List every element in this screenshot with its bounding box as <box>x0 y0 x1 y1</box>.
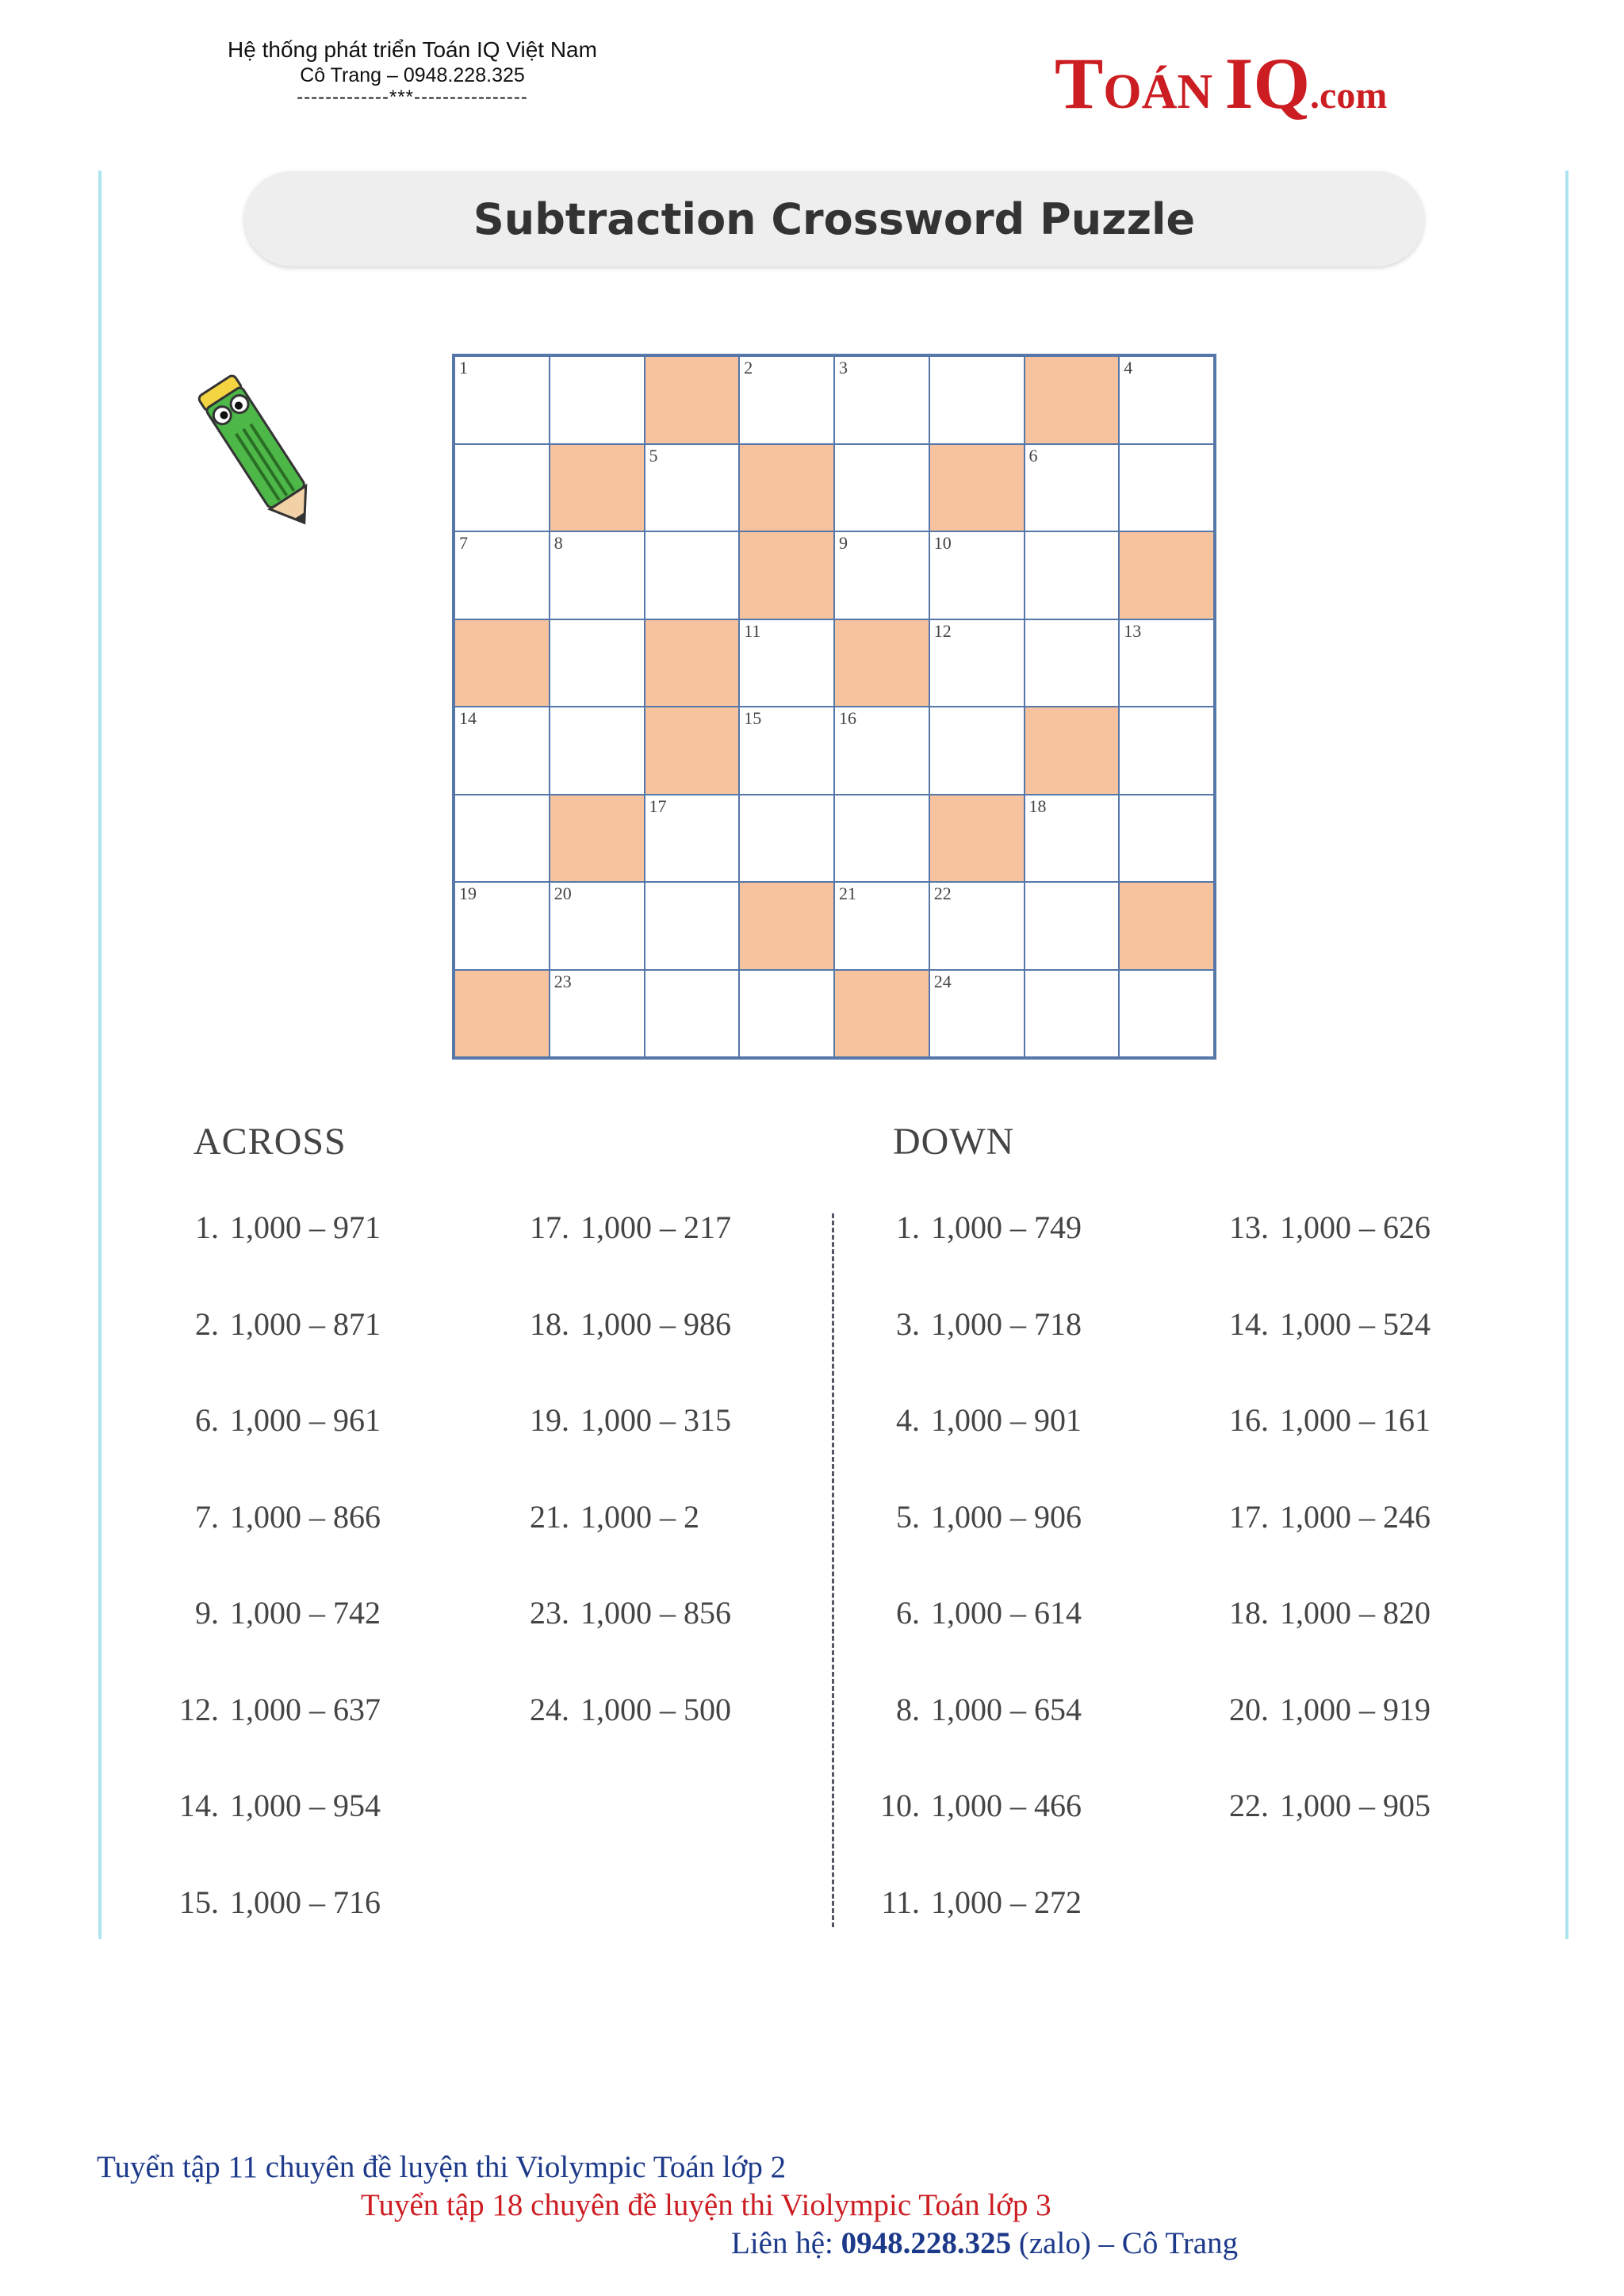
clue-number: 23. <box>530 1595 569 1631</box>
cell-number: 16 <box>839 708 856 728</box>
cell-number: 21 <box>839 884 856 903</box>
down-heading: DOWN <box>893 1121 1015 1163</box>
grid-cell[interactable] <box>929 707 1025 795</box>
grid-cell-blocked <box>550 444 645 532</box>
clue-number: 6. <box>195 1402 219 1438</box>
cell-number: 7 <box>459 533 468 553</box>
grid-cell[interactable] <box>834 356 929 444</box>
grid-cell-blocked <box>454 970 550 1058</box>
grid-cell[interactable] <box>1119 970 1214 1058</box>
across-heading: ACROSS <box>193 1121 347 1163</box>
clue-expression: 1,000 – 217 <box>580 1209 731 1245</box>
clue-number: 24. <box>530 1691 569 1727</box>
grid-cell-blocked <box>739 882 834 970</box>
clue-item <box>155 1305 381 1353</box>
clue-expression: 1,000 – 961 <box>230 1402 381 1438</box>
clue-number: 1. <box>195 1209 219 1245</box>
grid-cell-blocked <box>834 619 929 707</box>
clue-expression: 1,000 – 742 <box>230 1595 381 1631</box>
toaniq-logo[interactable]: TOÁN IQ.com <box>1055 43 1388 124</box>
clue-expression: 1,000 – 614 <box>931 1595 1082 1631</box>
grid-cell[interactable] <box>550 707 645 795</box>
clue-number: 20. <box>1229 1691 1269 1727</box>
clue-expression: 1,000 – 161 <box>1280 1402 1431 1438</box>
grid-cell[interactable] <box>834 531 929 619</box>
clue-number: 9. <box>195 1595 219 1631</box>
clue-expression: 1,000 – 820 <box>1280 1595 1431 1631</box>
grid-cell[interactable] <box>1025 619 1120 707</box>
clue-expression: 1,000 – 749 <box>931 1209 1082 1245</box>
clue-number: 18. <box>1229 1595 1269 1631</box>
grid-cell[interactable] <box>1119 707 1214 795</box>
grid-cell[interactable] <box>929 970 1025 1058</box>
grid-cell[interactable] <box>1025 882 1120 970</box>
clue-item <box>1205 1305 1431 1353</box>
grid-cell[interactable] <box>550 970 645 1058</box>
clue-item <box>1205 1594 1431 1642</box>
footer-phone: 0948.228.325 <box>841 2226 1012 2260</box>
clue-expression: 1,000 – 971 <box>230 1209 381 1245</box>
clue-item <box>506 1594 731 1642</box>
cell-number: 9 <box>839 533 848 553</box>
grid-cell-blocked <box>739 444 834 532</box>
clue-expression: 1,000 – 524 <box>1280 1305 1431 1342</box>
grid-cell[interactable] <box>550 882 645 970</box>
clue-item <box>506 1498 699 1546</box>
clue-item <box>856 1884 1082 1931</box>
clue-expression: 1,000 – 637 <box>230 1691 381 1727</box>
clue-number: 3. <box>896 1305 920 1342</box>
grid-cell-blocked <box>1025 707 1120 795</box>
clue-number: 19. <box>530 1402 569 1438</box>
clue-number: 14. <box>179 1788 219 1823</box>
grid-cell[interactable] <box>1025 795 1120 883</box>
grid-cell[interactable] <box>550 531 645 619</box>
clue-expression: 1,000 – 2 <box>580 1498 699 1535</box>
clue-expression: 1,000 – 901 <box>931 1402 1082 1438</box>
grid-cell[interactable] <box>739 619 834 707</box>
clue-number: 17. <box>530 1209 569 1245</box>
grid-cell[interactable] <box>1119 444 1214 532</box>
clue-expression: 1,000 – 654 <box>931 1691 1082 1727</box>
contact-line: Cô Trang – 0948.228.325 <box>300 64 525 86</box>
cell-number: 24 <box>933 971 952 991</box>
clue-expression: 1,000 – 315 <box>580 1402 731 1438</box>
cell-number: 1 <box>459 358 468 378</box>
grid-cell[interactable] <box>739 356 834 444</box>
clue-item <box>856 1594 1082 1642</box>
clue-expression: 1,000 – 626 <box>1280 1209 1431 1245</box>
grid-cell[interactable] <box>1119 795 1214 883</box>
clue-number: 10. <box>880 1788 920 1823</box>
grid-cell-blocked <box>1119 531 1214 619</box>
grid-cell-blocked <box>1025 356 1120 444</box>
clue-item <box>856 1787 1082 1834</box>
clue-item <box>506 1691 731 1738</box>
left-page-rule <box>98 171 102 1939</box>
grid-cell[interactable] <box>1025 970 1120 1058</box>
clue-expression: 1,000 – 866 <box>230 1498 381 1535</box>
grid-cell[interactable] <box>454 356 550 444</box>
grid-cell[interactable] <box>1025 531 1120 619</box>
grid-cell[interactable] <box>929 619 1025 707</box>
clue-expression: 1,000 – 906 <box>931 1498 1082 1535</box>
grid-cell[interactable] <box>929 531 1025 619</box>
clue-item <box>1205 1209 1431 1256</box>
clue-number: 14. <box>1229 1305 1269 1342</box>
grid-cell[interactable] <box>739 795 834 883</box>
grid-cell[interactable] <box>645 444 740 532</box>
clue-number: 16. <box>1229 1402 1269 1438</box>
clue-expression: 1,000 – 905 <box>1280 1788 1431 1823</box>
footer-contact: Liên hệ: 0948.228.325 (zalo) – Cô Trang <box>731 2226 1239 2260</box>
clue-expression: 1,000 – 246 <box>1280 1498 1431 1535</box>
clue-item <box>155 1884 381 1931</box>
cell-number: 22 <box>933 884 952 903</box>
footer-link-grade3[interactable]: Tuyển tập 18 chuyên đề luyện thi Violympic Toán lớp 3 <box>361 2188 1051 2222</box>
grid-cell[interactable] <box>454 707 550 795</box>
grid-cell-blocked <box>1119 882 1214 970</box>
grid-cell[interactable] <box>739 707 834 795</box>
cell-number: 13 <box>1124 620 1142 641</box>
clue-item <box>155 1401 381 1449</box>
grid-cell-blocked <box>645 619 740 707</box>
clue-number: 15. <box>179 1884 219 1920</box>
title-banner <box>244 171 1424 266</box>
grid-cell[interactable] <box>834 707 929 795</box>
clue-expression: 1,000 – 718 <box>931 1305 1082 1342</box>
page-title: Subtraction Crossword Puzzle <box>473 194 1196 244</box>
clue-item <box>155 1594 381 1642</box>
grid-cell[interactable] <box>1119 356 1214 444</box>
grid-cell[interactable] <box>550 356 645 444</box>
grid-cell-blocked <box>550 795 645 883</box>
clue-expression: 1,000 – 466 <box>931 1788 1082 1823</box>
clue-number: 6. <box>896 1595 920 1631</box>
grid-cell[interactable] <box>454 882 550 970</box>
clue-number: 13. <box>1229 1209 1269 1245</box>
grid-cell-blocked <box>834 970 929 1058</box>
grid-cell-blocked <box>929 795 1025 883</box>
clue-expression: 1,000 – 500 <box>580 1691 731 1727</box>
grid-cell[interactable] <box>834 795 929 883</box>
clue-number: 21. <box>530 1498 569 1535</box>
grid-cell[interactable] <box>645 795 740 883</box>
grid-cell[interactable] <box>645 970 740 1058</box>
clue-number: 8. <box>896 1691 920 1727</box>
clue-divider <box>832 1213 834 1927</box>
header-separator: -------------***---------------- <box>297 86 528 108</box>
clue-number: 11. <box>881 1884 920 1920</box>
grid-cell[interactable] <box>739 970 834 1058</box>
pencil-mascot-icon <box>182 349 333 547</box>
clue-expression: 1,000 – 856 <box>580 1595 731 1631</box>
header-info <box>159 36 666 108</box>
cell-number: 11 <box>744 620 761 641</box>
cell-number: 4 <box>1124 358 1133 378</box>
clue-item <box>155 1209 381 1256</box>
clue-item <box>856 1305 1082 1353</box>
grid-cell[interactable] <box>645 882 740 970</box>
clue-number: 5. <box>896 1498 920 1535</box>
clue-item <box>856 1401 1082 1449</box>
grid-cell-blocked <box>739 531 834 619</box>
grid-cell[interactable] <box>550 619 645 707</box>
cell-number: 5 <box>649 445 658 466</box>
grid-cell[interactable] <box>454 531 550 619</box>
crossword-grid <box>452 354 1216 1060</box>
clue-expression: 1,000 – 871 <box>230 1305 381 1342</box>
cell-number: 12 <box>933 620 952 641</box>
clue-number: 4. <box>896 1402 920 1438</box>
cell-number: 18 <box>1028 795 1047 816</box>
grid-cell[interactable] <box>454 795 550 883</box>
grid-cell[interactable] <box>1119 619 1214 707</box>
grid-cell[interactable] <box>454 444 550 532</box>
clue-number: 2. <box>195 1305 219 1342</box>
clue-item <box>1205 1401 1431 1449</box>
clue-item <box>506 1209 731 1256</box>
cell-number: 20 <box>553 884 572 903</box>
clue-number: 17. <box>1229 1498 1269 1535</box>
grid-cell[interactable] <box>645 531 740 619</box>
clue-item <box>1205 1498 1431 1546</box>
org-name: Hệ thống phát triển Toán IQ Việt Nam <box>228 37 597 62</box>
cell-number: 23 <box>553 971 572 991</box>
grid-cell[interactable] <box>929 356 1025 444</box>
grid-cell-blocked <box>454 619 550 707</box>
clue-expression: 1,000 – 986 <box>580 1305 731 1342</box>
grid-cell[interactable] <box>1025 444 1120 532</box>
clue-number: 1. <box>896 1209 920 1245</box>
clue-expression: 1,000 – 272 <box>931 1884 1082 1920</box>
cell-number: 2 <box>744 358 753 378</box>
grid-cell[interactable] <box>834 444 929 532</box>
clue-number: 12. <box>179 1691 219 1727</box>
clue-number: 18. <box>530 1305 569 1342</box>
clue-expression: 1,000 – 716 <box>230 1884 381 1920</box>
clue-item <box>1205 1691 1431 1738</box>
clue-expression: 1,000 – 919 <box>1280 1691 1431 1727</box>
grid-cell[interactable] <box>834 882 929 970</box>
cell-number: 17 <box>649 795 667 816</box>
clue-item <box>506 1401 731 1449</box>
cell-number: 6 <box>1028 445 1038 466</box>
cell-number: 15 <box>744 708 762 728</box>
cell-number: 3 <box>839 358 848 378</box>
cell-number: 10 <box>933 533 952 553</box>
clue-item <box>856 1498 1082 1546</box>
clue-item <box>155 1691 381 1738</box>
clue-item <box>506 1305 731 1353</box>
right-page-rule <box>1565 171 1568 1939</box>
grid-cell-blocked <box>645 356 740 444</box>
cell-number: 19 <box>459 884 477 903</box>
clue-item <box>1205 1787 1431 1834</box>
clue-number: 7. <box>195 1498 219 1535</box>
clue-item <box>155 1498 381 1546</box>
grid-cell-blocked <box>929 444 1025 532</box>
clue-expression: 1,000 – 954 <box>230 1788 381 1823</box>
cell-number: 14 <box>459 708 477 728</box>
clue-item <box>856 1209 1082 1256</box>
grid-cell-blocked <box>645 707 740 795</box>
footer-link-grade2[interactable]: Tuyển tập 11 chuyên đề luyện thi Violympic Toán lớp 2 <box>97 2150 787 2184</box>
clue-item <box>155 1787 381 1834</box>
grid-cell[interactable] <box>929 882 1025 970</box>
clue-item <box>856 1691 1082 1738</box>
clue-number: 22. <box>1229 1788 1269 1823</box>
cell-number: 8 <box>553 533 563 553</box>
